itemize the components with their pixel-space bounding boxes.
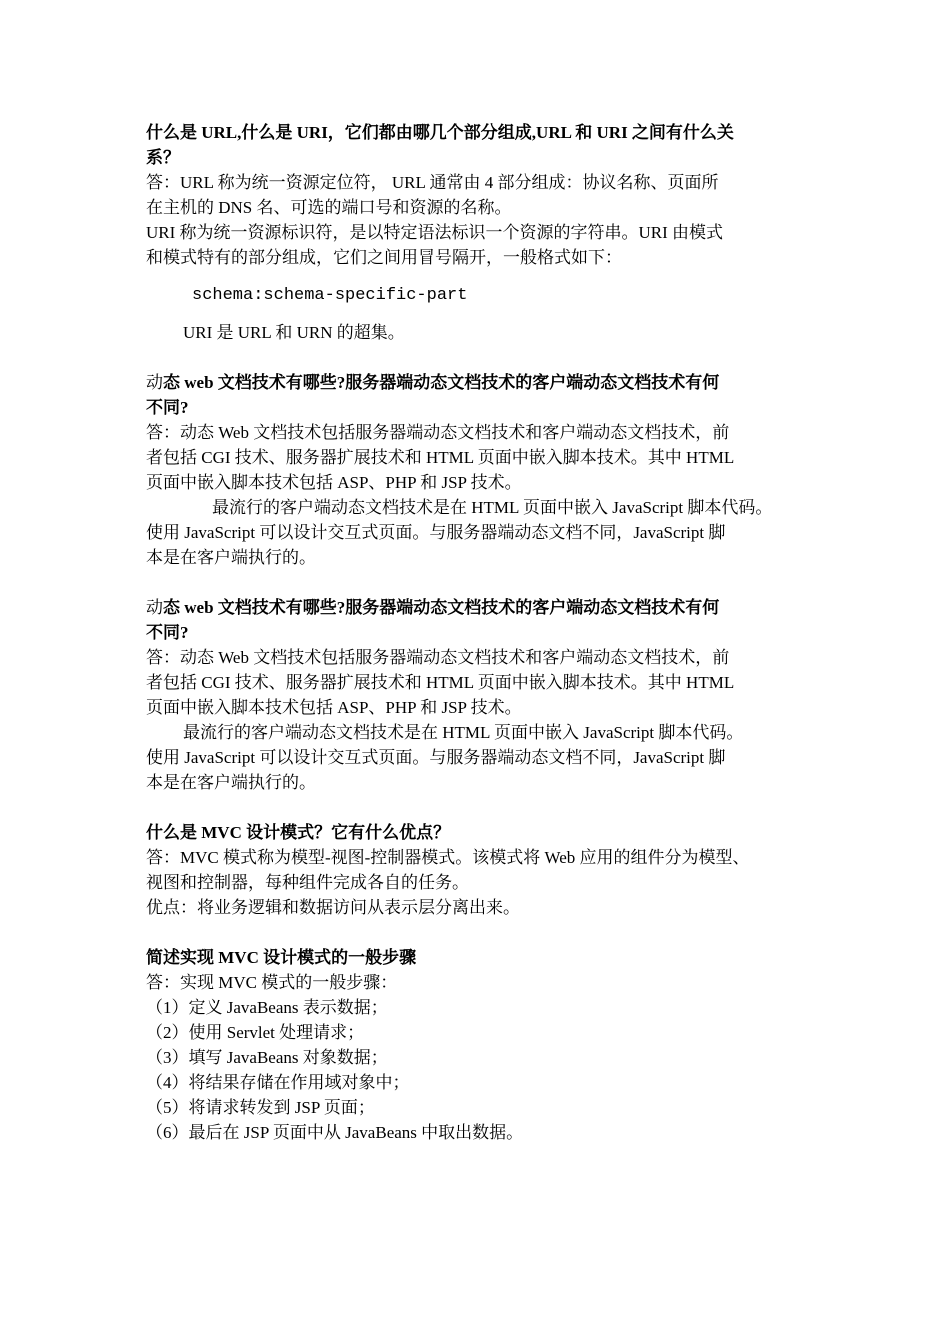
step-item: （6）最后在 JSP 页面中从 JavaBeans 中取出数据。 <box>146 1123 524 1142</box>
heading-first-char: 动 <box>146 373 163 392</box>
answer-line: 答：动态 Web 文档技术包括服务器端动态文档技术和客户端动态文档技术，前 <box>146 423 730 442</box>
answer-line: 答：动态 Web 文档技术包括服务器端动态文档技术和客户端动态文档技术，前 <box>146 648 730 667</box>
question-heading-cont: 不同? <box>146 623 189 642</box>
paragraph-line: 最流行的客户端动态文档技术是在 HTML 页面中嵌入 JavaScript 脚本代码。 <box>212 498 773 517</box>
answer-line: 和模式特有的部分组成，它们之间用冒号隔开，一般格式如下： <box>146 248 622 267</box>
question-heading-cont: 不同? <box>146 398 189 417</box>
paragraph-line: 最流行的客户端动态文档技术是在 HTML 页面中嵌入 JavaScript 脚本代码。 <box>183 723 744 742</box>
answer-line: 页面中嵌入脚本技术包括 ASP、PHP 和 JSP 技术。 <box>146 473 522 492</box>
answer-line: 优点：将业务逻辑和数据访问从表示层分离出来。 <box>146 898 520 917</box>
question-heading: 什么是 MVC 设计模式？它有什么优点？ <box>146 823 451 842</box>
section-dynamic-web-1 <box>146 370 826 570</box>
answer-line: 者包括 CGI 技术、服务器扩展技术和 HTML 页面中嵌入脚本技术。其中 HTML <box>146 673 735 692</box>
section-mvc-steps <box>146 945 826 1145</box>
heading-rest: 态 web 文档技术有哪些?服务器端动态文档技术的客户端动态文档技术有何 <box>163 598 720 617</box>
section-mvc-pattern <box>146 820 826 920</box>
question-heading: 什么是 URL,什么是 URI，它们都由哪几个部分组成,URL 和 URI 之间有什么关 <box>146 123 734 142</box>
step-item: （2）使用 Servlet 处理请求； <box>146 1023 365 1042</box>
question-heading: 简述实现 MVC 设计模式的一般步骤 <box>146 948 417 967</box>
document-page <box>146 120 826 1145</box>
answer-line: 在主机的 DNS 名、可选的端口号和资源的名称。 <box>146 198 512 217</box>
step-item: （1）定义 JavaBeans 表示数据； <box>146 998 388 1017</box>
answer-line: 答：MVC 模式称为模型-视图-控制器模式。该模式将 Web 应用的组件分为模型、 <box>146 848 750 867</box>
question-heading <box>146 370 826 395</box>
paragraph-line: 本是在客户端执行的。 <box>146 548 316 567</box>
heading-rest: 态 web 文档技术有哪些?服务器端动态文档技术的客户端动态文档技术有何 <box>163 373 720 392</box>
spacer <box>146 345 826 370</box>
section-url-uri <box>146 120 826 345</box>
step-item: （3）填写 JavaBeans 对象数据； <box>146 1048 388 1067</box>
answer-line: 者包括 CGI 技术、服务器扩展技术和 HTML 页面中嵌入脚本技术。其中 HTML <box>146 448 735 467</box>
code-sample: schema:schema-specific-part <box>192 286 468 305</box>
step-item: （4）将结果存储在作用域对象中； <box>146 1073 410 1092</box>
paragraph-line: 本是在客户端执行的。 <box>146 773 316 792</box>
answer-line: 答：URL 称为统一资源定位符， URL 通常由 4 部分组成：协议名称、页面所 <box>146 173 719 192</box>
section-dynamic-web-2 <box>146 595 826 795</box>
answer-line: 视图和控制器，每种组件完成各自的任务。 <box>146 873 469 892</box>
spacer <box>146 570 826 595</box>
spacer <box>146 920 826 945</box>
note-line: URI 是 URL 和 URN 的超集。 <box>183 323 405 342</box>
question-heading <box>146 595 826 620</box>
heading-first-char: 动 <box>146 598 163 617</box>
answer-line: URI 称为统一资源标识符，是以特定语法标识一个资源的字符串。URI 由模式 <box>146 223 724 242</box>
paragraph-line: 使用 JavaScript 可以设计交互式页面。与服务器端动态文档不同，JavaScript 脚 <box>146 748 726 767</box>
spacer <box>146 795 826 820</box>
question-heading-cont: 系？ <box>146 148 180 167</box>
paragraph-line: 使用 JavaScript 可以设计交互式页面。与服务器端动态文档不同，JavaScript 脚 <box>146 523 726 542</box>
answer-line: 答：实现 MVC 模式的一般步骤： <box>146 973 398 992</box>
answer-line: 页面中嵌入脚本技术包括 ASP、PHP 和 JSP 技术。 <box>146 698 522 717</box>
step-item: （5）将请求转发到 JSP 页面； <box>146 1098 375 1117</box>
